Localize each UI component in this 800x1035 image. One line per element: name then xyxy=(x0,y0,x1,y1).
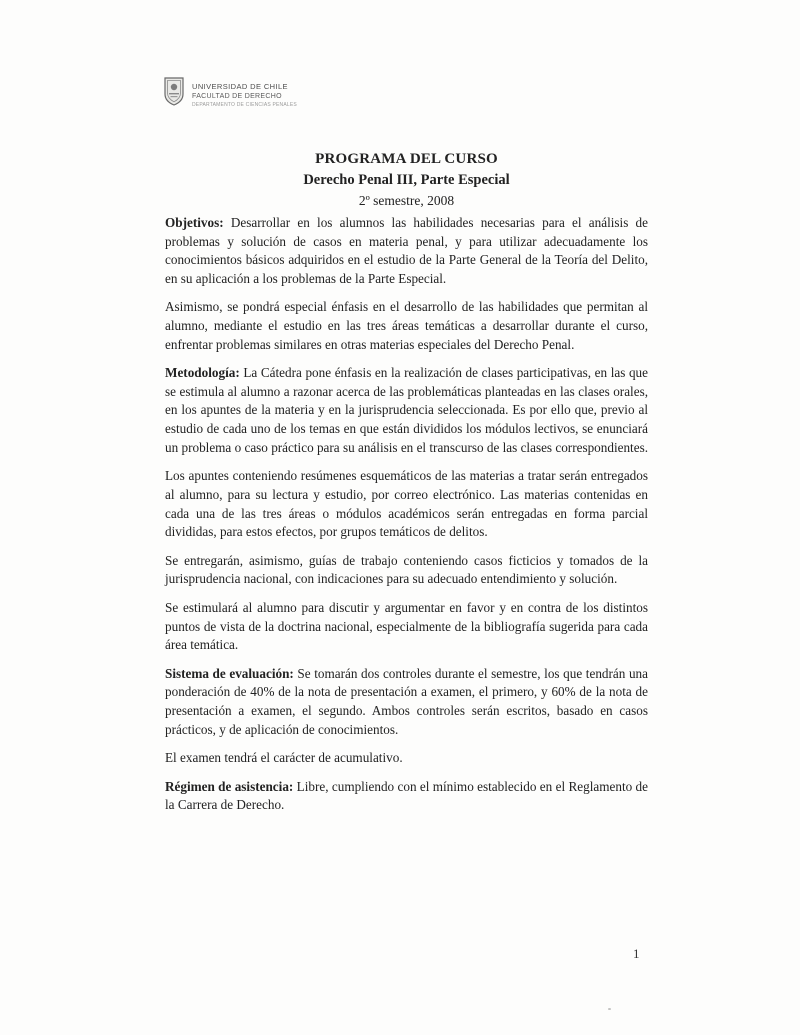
paragraph-evaluacion xyxy=(165,665,648,739)
paragraph-text: La Cátedra pone énfasis en la realización de clases participativas, en las que se estimula al alumno a razonar acerca de las problemáticas planteadas en las clases orales, en los apuntes de la materia y en la jurisprudencia seleccionada. Es por ello que, previo al estudio de cada uno de los temas en que están divididos los módulos lectivos, se enunciará un problema o caso práctico para su análisis en el transcurso de las clases correspondientes. xyxy=(165,365,649,455)
paragraph-asistencia xyxy=(165,778,648,815)
letterhead xyxy=(163,76,297,108)
document-body xyxy=(165,214,648,825)
letterhead-faculty: FACULTAD DE DERECHO xyxy=(192,93,282,101)
paragraph-lead: Sistema de evaluación: xyxy=(165,665,298,681)
paragraph-text: Libre, cumpliendo con el mínimo establecido en el Reglamento de la Carrera de Derecho. xyxy=(165,778,649,813)
letterhead-university: UNIVERSIDAD DE CHILE xyxy=(192,82,288,91)
paragraph-discusion xyxy=(165,599,648,655)
paragraph-examen xyxy=(165,749,648,768)
letterhead-text xyxy=(192,76,297,108)
university-crest-icon xyxy=(163,76,185,106)
paragraph-text: Se tomarán dos controles durante el semestre, los que tendrán una ponderación de 40% de la nota de presentación a examen, el primero, y 60% de la nota de presentación a examen, el segundo. Ambos controles serán escritos, basado en casos prácticos, y de aplicación de conocimientos. xyxy=(165,665,648,737)
course-program-title: PROGRAMA DEL CURSO xyxy=(315,151,498,167)
paragraph-lead: Régimen de asistencia: xyxy=(165,778,297,794)
paragraph-text: El examen tendrá el carácter de acumulativo. xyxy=(165,750,403,766)
paragraph-text: Los apuntes conteniendo resúmenes esquemáticos de las materias a tratar serán entregados al alumno, para su lectura y estudio, por correo electrónico. Las materias contenidas en cada una de las tres áreas o módulos académicos serán entregadas en forma parcial divididas, para estos efectos, por grupos temáticos de delitos. xyxy=(165,468,648,540)
paragraph-lead: Objetivos: xyxy=(165,215,231,230)
page-number: 1 xyxy=(633,946,640,961)
paragraph-asimismo xyxy=(165,298,648,354)
scan-artifact-dot xyxy=(608,1008,611,1010)
paragraph-text: Asimismo, se pondrá especial énfasis en el desarrollo de las habilidades que permitan al alumno, mediante el estudio en las tres áreas temáticas a desarrollar durante el curso, enfrentar problemas similares en otras materias especiales del Derecho Penal. xyxy=(165,299,648,352)
course-semester: 2º semestre, 2008 xyxy=(358,192,455,208)
title-block xyxy=(165,149,648,210)
paragraph-text: Se entregarán, asimismo, guías de trabajo conteniendo casos ficticios y tomados de la jurisprudencia nacional, con indicaciones para su adecuado entendimiento y solución. xyxy=(165,552,648,587)
paragraph-apuntes xyxy=(165,467,648,541)
paragraph-text: Desarrollar en los alumnos las habilidades necesarias para el análisis de problemas y solución de casos en materia penal, y para utilizar adecuadamente los conocimientos básicos adquiridos en el estudio de la Parte General de la Teoría del Delito, en su aplicación a los problemas de la Parte Especial. xyxy=(165,215,648,286)
paragraph-objetivos xyxy=(165,214,648,288)
paragraph-metodologia xyxy=(165,364,648,457)
paragraph-guias xyxy=(165,552,648,589)
letterhead-department: DEPARTAMENTO DE CIENCIAS PENALES xyxy=(192,101,297,108)
course-name: Derecho Penal III, Parte Especial xyxy=(303,172,510,189)
paragraph-text: Se estimulará al alumno para discutir y argumentar en favor y en contra de los distintos puntos de vista de la doctrina nacional, especialmente de la bibliografía sugerida para cada área temática. xyxy=(165,599,648,653)
paragraph-lead: Metodología: xyxy=(165,365,244,381)
